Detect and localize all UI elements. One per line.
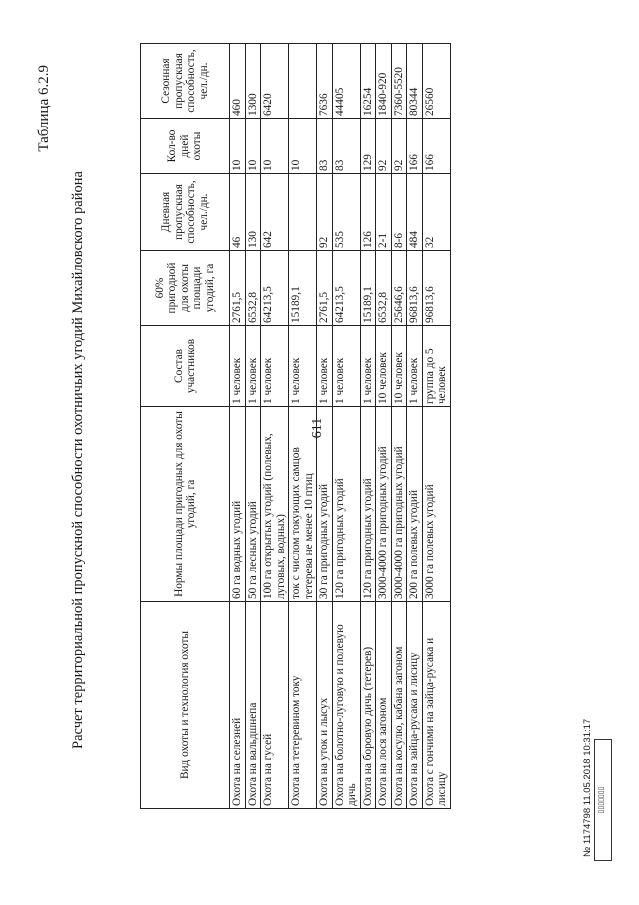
cell-area-norm: 200 га полевых угодий: [407, 407, 423, 602]
cell-area-norm: 3000-4000 га пригодных угодий: [376, 407, 392, 602]
cell-hunt-type: Охота на боровую дичь (тетерев): [360, 602, 376, 809]
cell-seasonal: 26560: [422, 44, 450, 119]
table-row: [261, 44, 289, 809]
cell-seasonal: 16254: [360, 44, 376, 119]
cell-hunt-type: Охота с гончими на зайца-русака и лисицу: [422, 602, 450, 809]
table-row: [230, 44, 246, 809]
cell-hunt-type: Охота на косулю, кабана загоном: [391, 602, 407, 809]
document-registration-footer: № 1174798 11.05.2018 10:31:17: [582, 718, 593, 857]
header-area-norms: Нормы площади пригодных для охоты угодий, га: [141, 407, 230, 602]
cell-daily: [289, 174, 317, 251]
cell-area-60: 64213,5: [261, 251, 289, 326]
cell-participants: 10 человек: [376, 326, 392, 407]
table-row: [422, 44, 450, 809]
cell-days: 92: [376, 119, 392, 174]
cell-seasonal: 460: [230, 44, 246, 119]
header-participants: Состав участников: [141, 326, 230, 407]
cell-seasonal: 6420: [261, 44, 289, 119]
cell-participants: 1 человек: [230, 326, 246, 407]
header-days: Кол-во дней охоты: [141, 119, 230, 174]
cell-area-60: 15189,1: [360, 251, 376, 326]
barcode-stamp: ▯▯▯▯▯▯▯: [594, 739, 612, 861]
cell-participants: 1 человек: [407, 326, 423, 407]
cell-area-60: 96813,6: [407, 251, 423, 326]
cell-daily: 642: [261, 174, 289, 251]
cell-hunt-type: Охота на зайца-русака и лисицу: [407, 602, 423, 809]
table-row: [407, 44, 423, 809]
cell-participants: 1 человек: [332, 326, 360, 407]
cell-area-60: 2761,5: [317, 251, 333, 326]
capacity-table: [140, 43, 451, 809]
cell-days: 10: [245, 119, 261, 174]
cell-seasonal: 1840-920: [376, 44, 392, 119]
cell-area-norm: 3000-4000 га пригодных угодий: [391, 407, 407, 602]
cell-area-60: 6532,8: [376, 251, 392, 326]
cell-daily: 130: [245, 174, 261, 251]
cell-daily: 126: [360, 174, 376, 251]
cell-hunt-type: Охота на лося загоном: [376, 602, 392, 809]
table-row: [391, 44, 407, 809]
cell-hunt-type: Охота на болотно-луговую и полевую дичь: [332, 602, 360, 809]
header-hunt-type: Вид охоты и технология охоты: [141, 602, 230, 809]
cell-area-norm: 3000 га полевых угодий: [422, 407, 450, 602]
cell-days: 10: [289, 119, 317, 174]
header-seasonal-capacity: Сезонная пропускная способность, чел./дн.: [141, 44, 230, 119]
cell-area-norm: ток с числом токующих самцов тетерева не менее 10 птиц: [289, 407, 317, 602]
cell-area-norm: 100 га открытых угодий (полевых, луговых, водных): [261, 407, 289, 602]
cell-daily: 92: [317, 174, 333, 251]
cell-area-norm: 120 га пригодных угодий: [360, 407, 376, 602]
cell-area-60: 64213,5: [332, 251, 360, 326]
cell-area-60: 96813,6: [422, 251, 450, 326]
cell-daily: 46: [230, 174, 246, 251]
cell-area-60: 6532,8: [245, 251, 261, 326]
table-title: Расчет территориальной пропускной способности охотничьих угодий Михайловского района: [70, 171, 86, 749]
cell-participants: 1 человек: [261, 326, 289, 407]
cell-area-norm: 60 га водных угодий: [230, 407, 246, 602]
cell-hunt-type: Охота на гусей: [261, 602, 289, 809]
cell-participants: 1 человек: [360, 326, 376, 407]
cell-area-60: 2761,5: [230, 251, 246, 326]
cell-area-norm: 50 га лесных угодий: [245, 407, 261, 602]
header-area-60: 60% пригодной для охоты площади угодий, га: [141, 251, 230, 326]
cell-daily: 8-6: [391, 174, 407, 251]
table-row: [360, 44, 376, 809]
cell-days: 10: [261, 119, 289, 174]
cell-seasonal: 7636: [317, 44, 333, 119]
cell-participants: 1 человек: [245, 326, 261, 407]
table-row: [289, 44, 317, 809]
cell-days: 83: [317, 119, 333, 174]
table-header-row: [141, 44, 230, 809]
cell-daily: 32: [422, 174, 450, 251]
cell-hunt-type: Охота на вальдшнепа: [245, 602, 261, 809]
cell-participants: группа до 5 человек: [422, 326, 450, 407]
cell-seasonal: 44405: [332, 44, 360, 119]
cell-area-norm: 30 га пригодных угодий: [317, 407, 333, 602]
cell-days: 83: [332, 119, 360, 174]
table-row: [245, 44, 261, 809]
cell-days: 129: [360, 119, 376, 174]
cell-hunt-type: Охота на тетеревином току: [289, 602, 317, 809]
cell-hunt-type: Охота на селезней: [230, 602, 246, 809]
cell-daily: 535: [332, 174, 360, 251]
cell-participants: 10 человек: [391, 326, 407, 407]
cell-seasonal: 7360-5520: [391, 44, 407, 119]
cell-seasonal: 1300: [245, 44, 261, 119]
cell-days: 166: [407, 119, 423, 174]
table-row: [376, 44, 392, 809]
cell-area-60: 25646,6: [391, 251, 407, 326]
table-row: [332, 44, 360, 809]
cell-seasonal: 80344: [407, 44, 423, 119]
table-label: Таблица 6.2.9: [36, 65, 52, 152]
table-row: [317, 44, 333, 809]
cell-daily: 2-1: [376, 174, 392, 251]
header-daily-capacity: Дневная пропускная способность, чел./дн.: [141, 174, 230, 251]
cell-area-norm: 120 га пригодных угодий: [332, 407, 360, 602]
cell-hunt-type: Охота на уток и лысух: [317, 602, 333, 809]
cell-days: 10: [230, 119, 246, 174]
cell-participants: 1 человек: [317, 326, 333, 407]
cell-seasonal: [289, 44, 317, 119]
cell-daily: 484: [407, 174, 423, 251]
cell-participants: 1 человек: [289, 326, 317, 407]
page-number: 611: [310, 417, 325, 439]
cell-area-60: 15189,1: [289, 251, 317, 326]
cell-days: 92: [391, 119, 407, 174]
cell-days: 166: [422, 119, 450, 174]
